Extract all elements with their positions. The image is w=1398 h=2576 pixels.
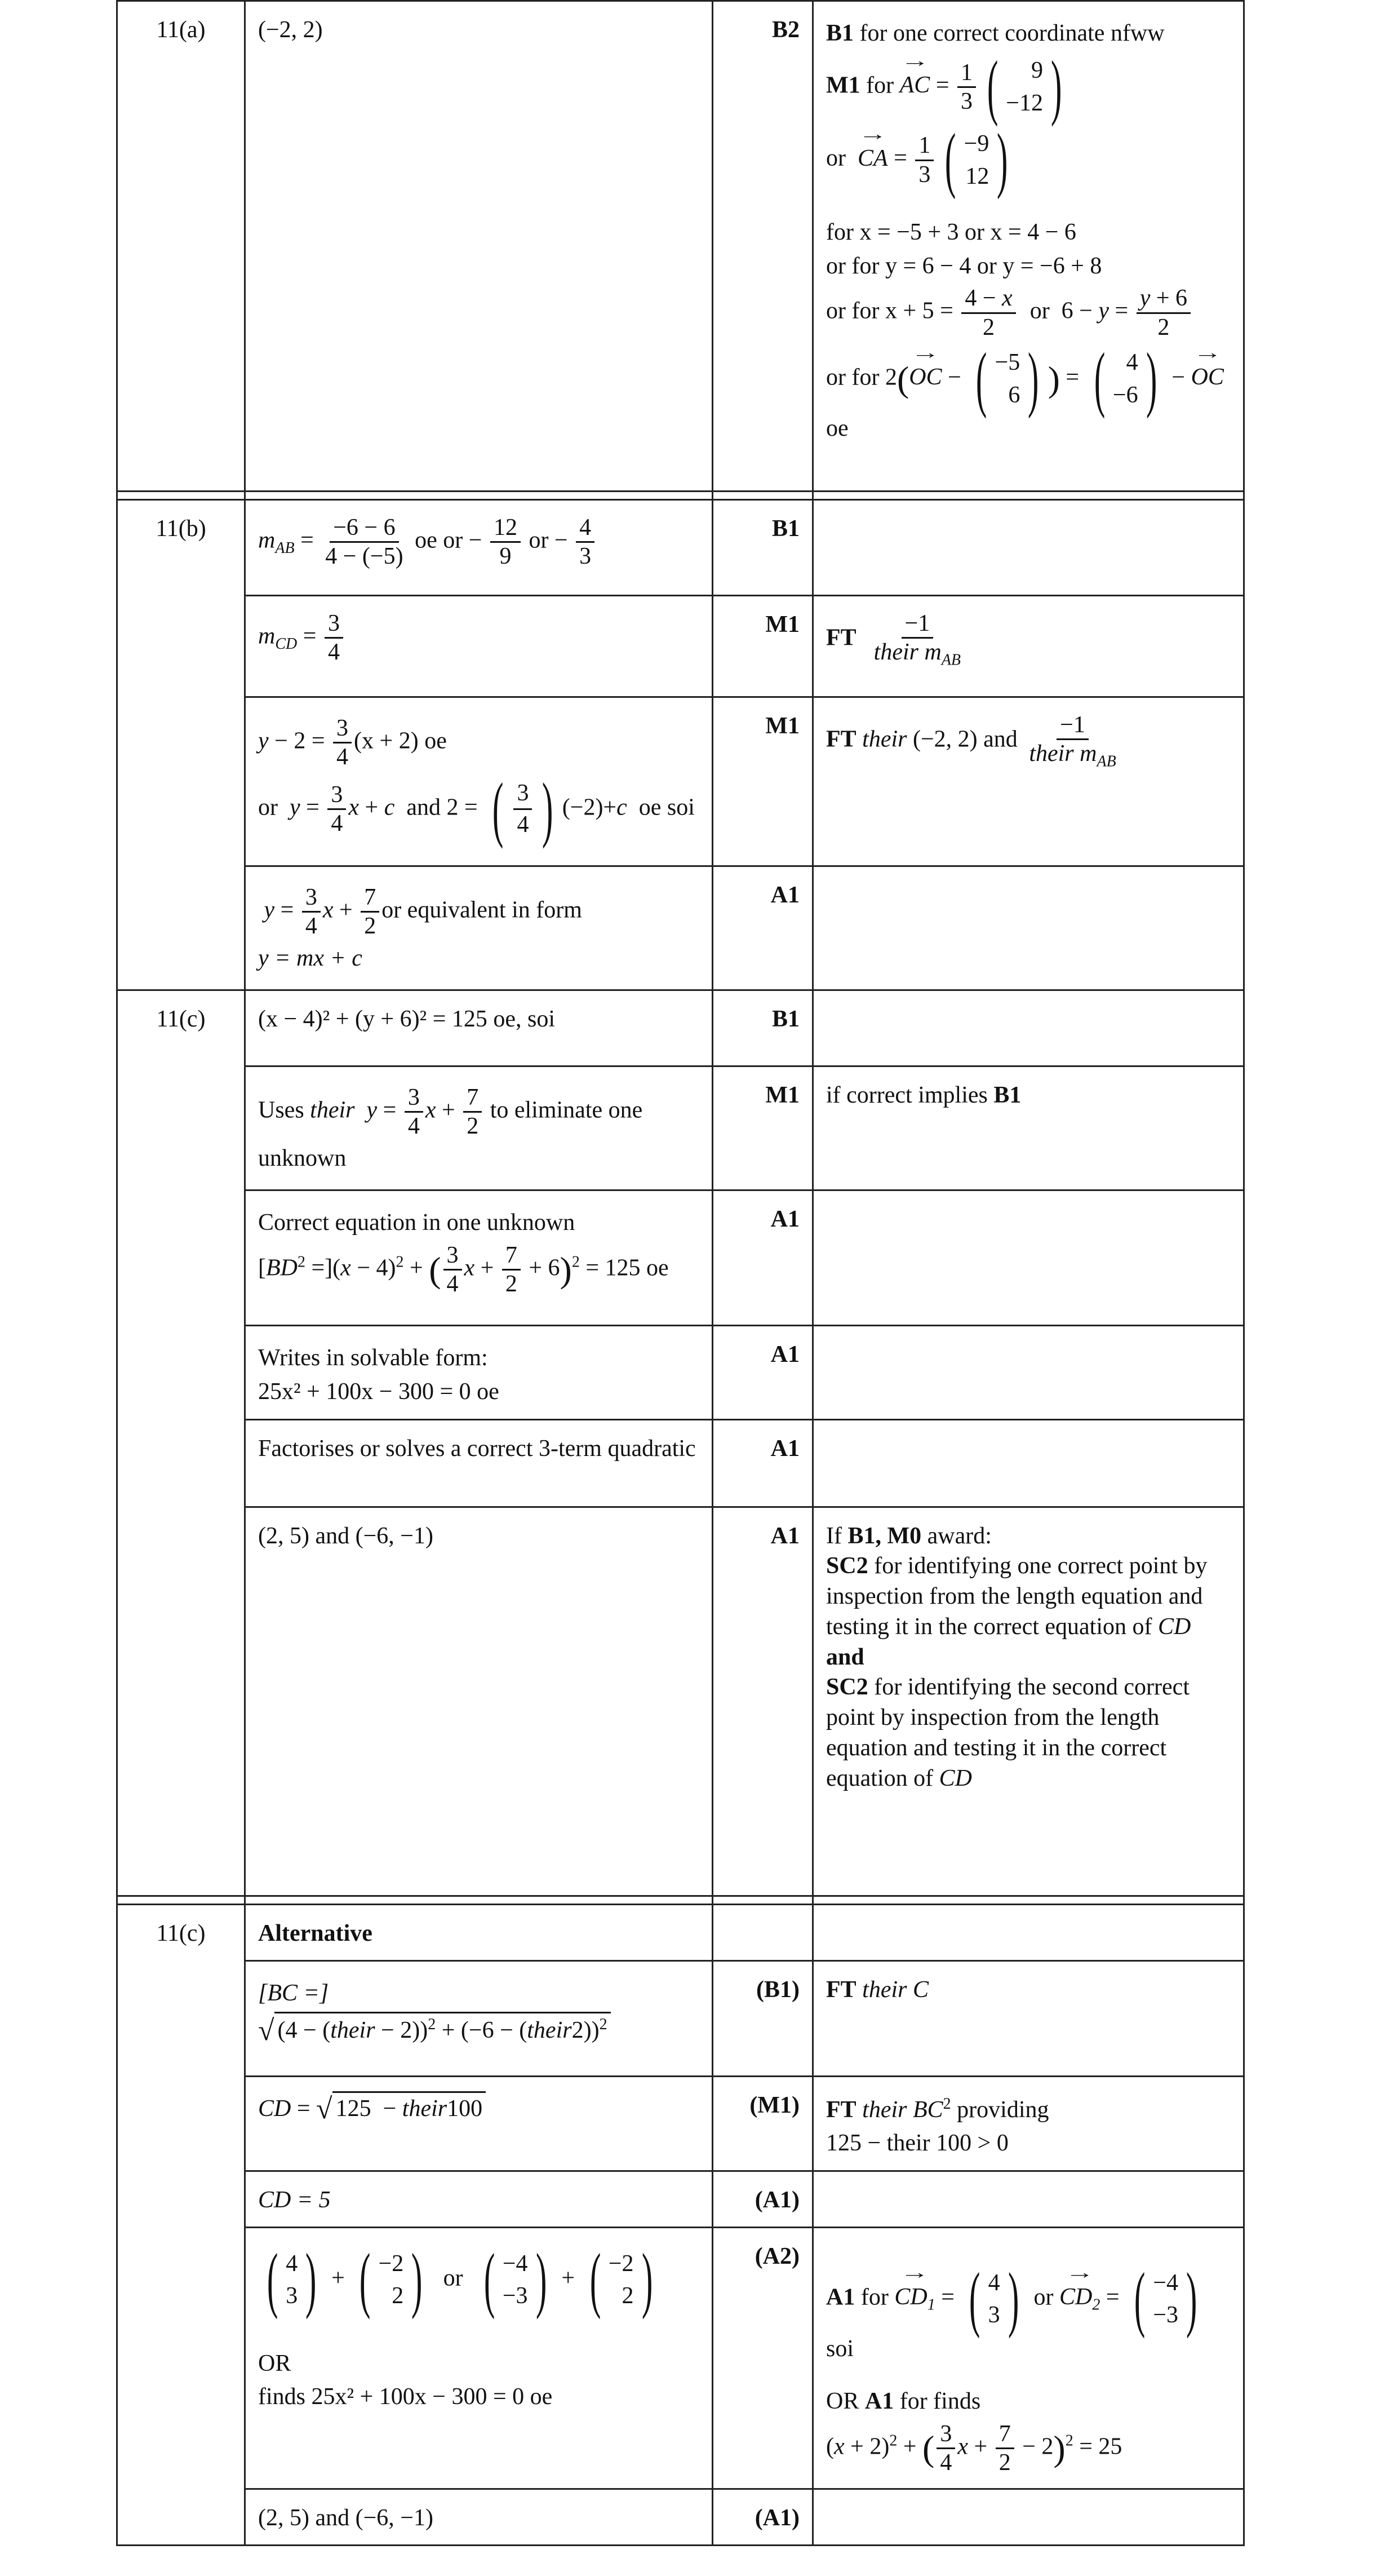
marks-cell: A1 [713,1419,813,1507]
notes-cell [813,1190,1244,1326]
notes-cell: FT their $BC^2$ providing 125 − their 100 > 0 [813,2076,1244,2171]
row-11c-6 [117,1507,1244,1896]
note-m1: M1 for → AC = $\frac{1}{3}$ ( 9 −12 ) [826,52,1231,122]
marks-cell: (B1) [713,1960,813,2076]
marks-cell: A1 [713,1507,813,1896]
marks-cell: M1 [713,697,813,866]
marks-cell: A1 [713,1326,813,1420]
note-for-y: or for y = 6 − 4 or y = −6 + 8 [826,253,1102,279]
note-b1: B1 for one correct coordinate nfww [826,20,1165,46]
row-11c-1 [117,990,1244,1066]
note-for-frac: or for x + 5 = $\frac{4 - x}{2}$ or 6 − y = $\frac{y + 6}{2}$ [826,285,1231,341]
row-11c-4 [117,1326,1244,1420]
notes-cell [813,990,1244,1066]
answer-cell: (2, 5) and (−6, −1) [245,2489,713,2545]
row-11c-alt-heading [117,1904,1244,1960]
marks-cell: M1 [713,1066,813,1190]
marks-cell [713,1904,813,1960]
row-alt-2 [117,2076,1244,2171]
note-or-ca: or → CA = $\frac{1}{3}$ ( −9 12 ) [826,125,1231,195]
marks-cell: M1 [713,596,813,697]
answer-cell: (x − 4)² + (y + 6)² = 125 oe, soi [245,990,713,1066]
notes-cell [813,2171,1244,2228]
notes-cell [813,500,1244,596]
marks-cell: B1 [713,990,813,1066]
row-11b-3 [117,697,1244,866]
answer-cell: CD = 5 [245,2171,713,2228]
separator [117,1896,1244,1904]
row-alt-5 [117,2489,1244,2545]
separator [117,492,1244,500]
marks-cell: B2 [713,1,813,492]
row-11c-5 [117,1419,1244,1507]
notes-cell [813,1904,1244,1960]
answer-cell: ( 4 3 ) + ( −2 2 ) or ( −4 −3 ) + ( −2 2 ) OR finds 25x² + 100x − 300 = 0 oe [245,2228,713,2489]
notes-cell [813,1419,1244,1507]
answer-cell: Writes in solvable form: 25x² + 100x − 300 = 0 oe [245,1326,713,1420]
marks-cell: A1 [713,1190,813,1326]
answer-text: (−2, 2) [258,17,323,43]
answer-cell: $m_{AB}$ = $\frac{-6 - 6}{4 - (-5)}$ oe or − $\frac{12}{9}$ or − $\frac{4}{3}$ [245,500,713,596]
marks-cell: (M1) [713,2076,813,2171]
answer-cell: y − 2 = $\frac{3}{4}$ (x + 2) oe or y = $\frac{3}{4}$ x + c and 2 = ( $\frac{3}{4}$ ) (−2)+c oe soi [245,697,713,866]
notes-cell: FT their C [813,1960,1244,2076]
answer-cell: y = $\frac{3}{4}$ x + $\frac{7}{2}$ or equivalent in form y = mx + c [245,866,713,990]
notes-cell [813,2489,1244,2545]
notes-cell [813,866,1244,990]
question-number: 11(c) [117,990,245,1896]
answer-cell: Factorises or solves a correct 3-term quadratic [245,1419,713,1507]
row-alt-3 [117,2171,1244,2228]
answer-cell: CD = √ 125 − their100 [245,2076,713,2171]
answer-cell: (2, 5) and (−6, −1) [245,1507,713,1896]
question-number: 11(b) [117,500,245,990]
answer-cell: [BC =] √ (4 − (their − 2))$^2$ + (−6 − (their2))$^2$ [245,1960,713,2076]
marks-cell: (A1) [713,2489,813,2545]
answer-cell: $m_{CD}$ = $\frac{3}{4}$ [245,596,713,697]
row-11b-2 [117,596,1244,697]
row-11b-4 [117,866,1244,990]
notes-cell [813,1326,1244,1420]
marks-cell: B1 [713,500,813,596]
marks-cell: (A1) [713,2171,813,2228]
note-for-oc: or for 2(→ OC − ( −5 6 ) ) = ( 4 −6 ) − → OC oe [826,344,1231,444]
alternative-heading: Alternative [245,1904,713,1960]
notes-cell: FT their (−2, 2) and $\frac{-1}{their m_{AB}}$ [813,697,1244,866]
notes-cell: FT $\frac{-1}{their m_{AB}}$ [813,596,1244,697]
note-for-x: for x = −5 + 3 or x = 4 − 6 [826,219,1076,245]
row-alt-1 [117,1960,1244,2076]
notes-cell: if correct implies B1 [813,1066,1244,1190]
row-11c-2 [117,1066,1244,1190]
row-alt-4 [117,2228,1244,2489]
answer-cell [245,1,713,492]
marks-cell: A1 [713,866,813,990]
question-number: 11(c) [117,1904,245,2545]
answer-cell: Uses their y = $\frac{3}{4}$ x + $\frac{7}{2}$ to eliminate one unknown [245,1066,713,1190]
notes-cell: A1 for → $CD_1$ = ( 4 3 ) or → $CD_2$ = ( −4 −3 ) soi OR A1 for finds $(x + 2)^2$ + ( $\frac{3}{4}$ x + $\frac{7}{2}$ − 2)$^2$ = 25 [813,2228,1244,2489]
row-11b-1 [117,500,1244,596]
answer-cell: Correct equation in one unknown $[BD^2 =](x - 4)^2$ + ( $\frac{3}{4}$ x + $\frac{7}{2}$ + 6)$^2$ = 125 oe [245,1190,713,1326]
notes-cell [813,1,1244,492]
notes-cell: If B1, M0 award: SC2 for identifying one correct point by inspection from the length equation and testing it in the correct equation of CD and SC2 for identifying the second correct point by inspection from the length equation and testing it in the correct equation of CD [813,1507,1244,1896]
row-11a [117,1,1244,492]
mark-scheme-table [116,0,1245,2546]
question-number: 11(a) [117,1,245,492]
row-11c-3 [117,1190,1244,1326]
marks-cell: (A2) [713,2228,813,2489]
